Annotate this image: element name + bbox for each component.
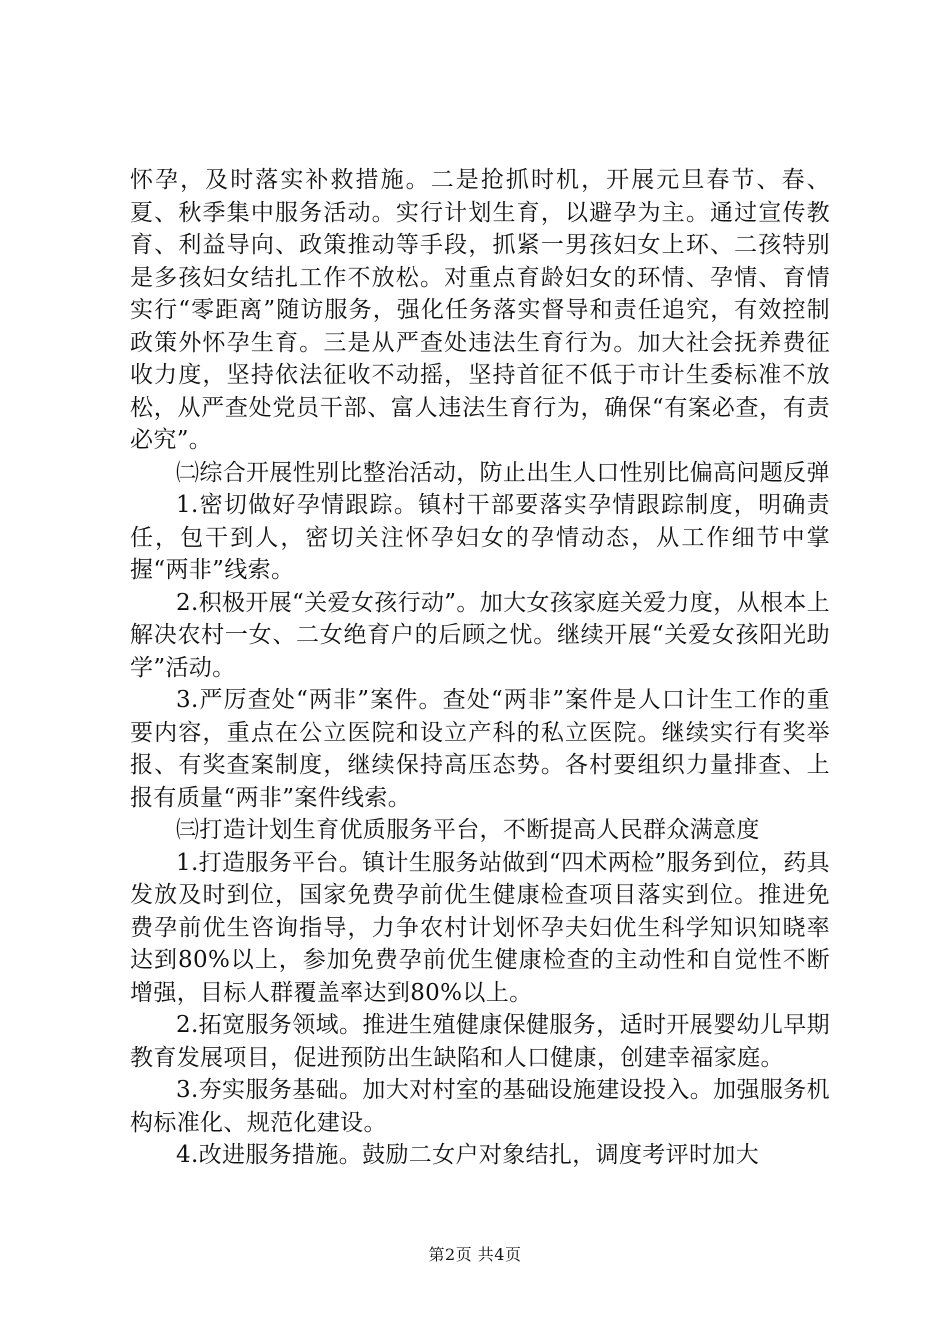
section-heading-2: ㈡综合开展性别比整治活动，防止出生人口性别比偏高问题反弹 [176,459,830,486]
paragraph-item: 4.改进服务措施。鼓励二女户对象结扎，调度考评时加大 [176,1142,760,1168]
paragraph-item: 2.拓宽服务领域。推进生殖健康保健服务，适时开展婴幼儿早期教育发展项目，促进预防出生缺陷和人口健康，创建幸福家庭。 [130,1012,830,1071]
document-body [130,164,830,1172]
section-heading-3: ㈢打造计划生育优质服务平台，不断提高人民群众满意度 [176,817,760,843]
page-footer: 第2页 共4页 [428,1245,522,1264]
paragraph-item: 1.密切做好孕情跟踪。镇村干部要落实孕情跟踪制度，明确责任，包干到人，密切关注怀孕妇女的孕情动态，从工作细节中掌握“两非”线索。 [130,492,830,583]
paragraph-item: 2.积极开展“关爱女孩行动”。加大女孩家庭关爱力度，从根本上解决农村一女、二女绝育户的后顾之忧。继续开展“关爱女孩阳光助学”活动。 [130,589,830,681]
paragraph-item: 3.严厉查处“两非”案件。查处“两非”案件是人口计生工作的重要内容，重点在公立医院和设立产科的私立医院。继续实行有奖举报、有奖查案制度，继续保持高压态势。各村要组织力量排查、上报有质量“两非”案件线索。 [130,687,830,811]
paragraph-item: 1.打造服务平台。镇计生服务站做到“四术两检”服务到位，药具发放及时到位，国家免费孕前优生健康检查项目落实到位。推进免费孕前优生咨询指导，力争农村计划怀孕夫妇优生科学知识知晓率达到80%以上，参加免费孕前优生健康检查的主动性和自觉性不断增强，目标人群覆盖率达到80%以上。 [130,849,830,1006]
paragraph-continuation: 怀孕，及时落实补救措施。二是抢抓时机，开展元旦春节、春、夏、秋季集中服务活动。实行计划生育，以避孕为主。通过宣传教育、利益导向、政策推动等手段，抓紧一男孩妇女上环、二孩特别是多孩妇女结扎工作不放松。对重点育龄妇女的环情、孕情、育情实行“零距离”随访服务，强化任务落实督导和责任追究，有效控制政策外怀孕生育。三是从严查处违法生育行为。加大社会抚养费征收力度，坚持依法征收不动摇，坚持首征不低于市计生委标准不放松，从严查处党员干部、富人违法生育行为，确保“有案必查，有责必究”。 [130,167,830,453]
paragraph-item: 3.夯实服务基础。加大对村室的基础设施建设投入。加强服务机构标准化、规范化建设。 [130,1077,830,1136]
